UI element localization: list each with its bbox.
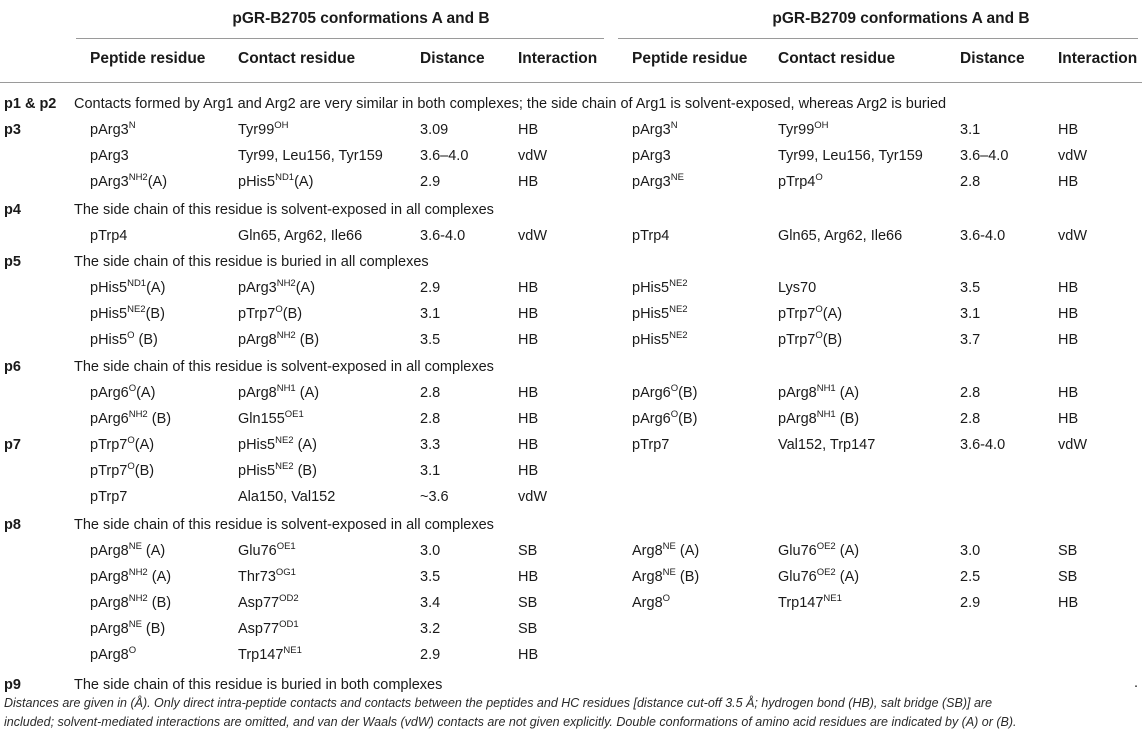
distance-cell: 2.9 bbox=[960, 595, 981, 611]
residue-name: Gln155 bbox=[238, 411, 285, 427]
residue-name: Gln65, Arg62, Ile66 bbox=[238, 228, 363, 244]
residue-name: pArg6 bbox=[90, 385, 129, 401]
contact-residue-cell bbox=[238, 120, 289, 142]
table-footnote bbox=[4, 694, 1136, 732]
peptide-residue-cell bbox=[90, 645, 136, 667]
atom-superscript: NH1 bbox=[816, 409, 836, 420]
atom-superscript: NE2 bbox=[669, 278, 688, 289]
residue-name: Trp147 bbox=[238, 647, 284, 663]
residue-name: pArg8 bbox=[90, 543, 129, 559]
peptide-residue-cell bbox=[90, 487, 127, 507]
distance-cell: 3.0 bbox=[960, 543, 981, 559]
contact-residue-cell bbox=[238, 567, 296, 589]
atom-superscript: NH2 bbox=[128, 172, 148, 183]
peptide-residue-cell bbox=[632, 146, 671, 166]
conformation-suffix: (B) bbox=[293, 463, 317, 479]
contact-residue-cell bbox=[238, 278, 315, 300]
residue-name: Glu76 bbox=[778, 543, 817, 559]
peptide-residue-cell bbox=[90, 409, 171, 431]
contact-residue-cell bbox=[778, 172, 823, 194]
atom-superscript: NE bbox=[662, 567, 676, 578]
residue-name: Thr73 bbox=[238, 569, 276, 585]
residue-name: pArg8 bbox=[90, 569, 129, 585]
atom-superscript: NE2 bbox=[127, 304, 146, 315]
atom-superscript: O bbox=[127, 435, 135, 446]
atom-superscript: NH2 bbox=[128, 593, 148, 604]
distance-cell: 3.1 bbox=[420, 306, 441, 322]
residue-name: pArg3 bbox=[632, 174, 671, 190]
contact-residue-cell bbox=[778, 541, 859, 563]
conformation-suffix: (A) bbox=[147, 174, 168, 190]
contact-residue-cell bbox=[238, 435, 317, 457]
atom-superscript: O bbox=[662, 593, 671, 604]
conformation-suffix: (B) bbox=[147, 595, 172, 611]
conformation-suffix: (A) bbox=[146, 280, 166, 296]
residue-name: pTrp7 bbox=[632, 437, 670, 453]
residue-name: Lys70 bbox=[778, 280, 817, 296]
residue-name: Tyr99 bbox=[778, 122, 815, 138]
conformation-suffix: (B) bbox=[295, 332, 320, 348]
contact-residue-cell bbox=[778, 146, 923, 166]
interaction-cell: vdW bbox=[518, 148, 547, 164]
residue-name: pArg8 bbox=[238, 385, 277, 401]
conformation-suffix: (A) bbox=[295, 280, 316, 296]
distance-cell: 3.6-4.0 bbox=[960, 437, 1006, 453]
interaction-cell: HB bbox=[518, 385, 539, 401]
conformation-suffix: (A) bbox=[822, 306, 843, 322]
residue-name: Gln65, Arg62, Ile66 bbox=[778, 228, 903, 244]
position-label: p4 bbox=[4, 202, 21, 218]
distance-cell: 2.9 bbox=[420, 647, 441, 663]
interaction-cell: SB bbox=[1058, 543, 1078, 559]
header-rule bbox=[0, 82, 1142, 83]
residue-name: pHis5 bbox=[632, 306, 670, 322]
position-label: p3 bbox=[4, 122, 21, 138]
peptide-residue-cell bbox=[90, 304, 165, 326]
contact-residue-cell bbox=[238, 330, 319, 352]
interaction-cell: vdW bbox=[1058, 148, 1087, 164]
conformation-suffix: (A) bbox=[835, 569, 860, 585]
interaction-cell: HB bbox=[518, 280, 539, 296]
distance-cell: 3.0 bbox=[420, 543, 441, 559]
col-header-interaction-2: Interaction bbox=[1058, 50, 1138, 67]
contact-residue-cell bbox=[778, 278, 816, 298]
atom-superscript: ND1 bbox=[127, 278, 147, 289]
residue-name: pArg6 bbox=[90, 411, 129, 427]
contact-residue-cell bbox=[238, 541, 296, 563]
residue-name: Arg8 bbox=[632, 569, 663, 585]
residue-name: pTrp7 bbox=[90, 489, 128, 505]
conformation-suffix: (B) bbox=[822, 332, 843, 348]
peptide-residue-cell bbox=[632, 278, 688, 300]
peptide-residue-cell bbox=[632, 304, 688, 326]
atom-superscript: OD1 bbox=[279, 619, 299, 630]
residue-name: pTrp7 bbox=[90, 463, 128, 479]
atom-superscript: NE bbox=[662, 541, 676, 552]
peptide-residue-cell bbox=[90, 593, 171, 615]
distance-cell: 3.5 bbox=[420, 332, 441, 348]
peptide-residue-cell bbox=[90, 461, 154, 483]
interaction-cell: vdW bbox=[518, 228, 547, 244]
residue-name: pArg8 bbox=[778, 411, 817, 427]
atom-superscript: NH2 bbox=[128, 567, 148, 578]
trailing-mark: . bbox=[1134, 675, 1139, 691]
conformation-suffix: (A) bbox=[835, 385, 860, 401]
atom-superscript: OE2 bbox=[816, 541, 836, 552]
conformation-suffix: (B) bbox=[145, 306, 165, 322]
peptide-residue-cell bbox=[90, 541, 165, 563]
interaction-cell: HB bbox=[518, 463, 539, 479]
group-underline-b2705 bbox=[76, 38, 604, 39]
residue-name: pArg3 bbox=[238, 280, 277, 296]
atom-superscript: NE bbox=[670, 172, 684, 183]
col-header-interaction: Interaction bbox=[518, 50, 598, 67]
residue-name: Tyr99, Leu156, Tyr159 bbox=[778, 148, 923, 164]
residue-name: pTrp4 bbox=[632, 228, 670, 244]
note-p9: The side chain of this residue is buried in both complexes bbox=[74, 677, 443, 693]
residue-name: Tyr99, Leu156, Tyr159 bbox=[238, 148, 383, 164]
residue-name: pTrp7 bbox=[238, 306, 276, 322]
col-header-distance: Distance bbox=[420, 50, 485, 67]
atom-superscript: OE1 bbox=[276, 541, 296, 552]
interaction-cell: HB bbox=[518, 411, 539, 427]
contact-residue-cell bbox=[778, 226, 902, 246]
conformation-suffix: (B) bbox=[282, 306, 303, 322]
interaction-cell: HB bbox=[1058, 385, 1079, 401]
group-title-b2709: pGR-B2709 conformations A and B bbox=[772, 10, 1030, 27]
distance-cell: 2.5 bbox=[960, 569, 981, 585]
residue-name: pArg8 bbox=[238, 332, 277, 348]
conformation-suffix: (B) bbox=[141, 621, 166, 637]
note-p4: The side chain of this residue is solvent-exposed in all complexes bbox=[74, 202, 494, 218]
residue-name: Trp147 bbox=[778, 595, 824, 611]
peptide-residue-cell bbox=[90, 278, 165, 300]
interaction-cell: HB bbox=[1058, 122, 1079, 138]
group-underline-b2709 bbox=[618, 38, 1138, 39]
distance-cell: 3.6–4.0 bbox=[960, 148, 1009, 164]
atom-superscript: O bbox=[127, 461, 135, 472]
distance-cell: 3.6–4.0 bbox=[420, 148, 469, 164]
conformation-suffix: (A) bbox=[294, 174, 314, 190]
contact-residue-cell bbox=[238, 645, 302, 667]
interaction-cell: HB bbox=[518, 647, 539, 663]
peptide-residue-cell bbox=[632, 567, 699, 589]
residue-name: pTrp7 bbox=[778, 332, 816, 348]
residue-name: pArg3 bbox=[632, 148, 671, 164]
contact-residue-cell bbox=[238, 172, 313, 194]
atom-superscript: NE1 bbox=[823, 593, 842, 604]
conformation-suffix: (A) bbox=[147, 569, 172, 585]
atom-superscript: OE1 bbox=[284, 409, 304, 420]
atom-superscript: NH2 bbox=[128, 409, 148, 420]
contact-residue-cell bbox=[778, 593, 842, 615]
atom-superscript: O bbox=[127, 330, 135, 341]
atom-superscript: O bbox=[815, 304, 823, 315]
note-p8: The side chain of this residue is solvent-exposed in all complexes bbox=[74, 517, 494, 533]
distance-cell: 3.6-4.0 bbox=[420, 228, 466, 244]
interaction-cell: vdW bbox=[518, 489, 547, 505]
residue-name: Val152, Trp147 bbox=[778, 437, 876, 453]
peptide-residue-cell bbox=[632, 593, 670, 615]
residue-name: pHis5 bbox=[90, 332, 128, 348]
residue-name: Asp77 bbox=[238, 595, 280, 611]
interaction-cell: SB bbox=[518, 543, 538, 559]
atom-superscript: OE2 bbox=[816, 567, 836, 578]
residue-name: pArg3 bbox=[90, 148, 129, 164]
contact-residue-cell bbox=[238, 593, 299, 615]
distance-cell: 2.8 bbox=[420, 411, 441, 427]
peptide-residue-cell bbox=[90, 619, 165, 641]
contact-residue-cell bbox=[238, 304, 302, 326]
contact-residue-cell bbox=[778, 304, 842, 326]
contact-residue-cell bbox=[238, 487, 335, 507]
distance-cell: 3.2 bbox=[420, 621, 441, 637]
residue-name: pTrp4 bbox=[778, 174, 816, 190]
atom-superscript: O bbox=[815, 330, 823, 341]
conformation-suffix: (B) bbox=[134, 463, 155, 479]
interaction-cell: HB bbox=[1058, 280, 1079, 296]
distance-cell: 2.8 bbox=[960, 411, 981, 427]
contact-residue-cell bbox=[238, 146, 383, 166]
residue-name: Arg8 bbox=[632, 595, 663, 611]
position-label: p5 bbox=[4, 254, 21, 270]
note-p6: The side chain of this residue is solvent-exposed in all complexes bbox=[74, 359, 494, 375]
interaction-cell: HB bbox=[518, 174, 539, 190]
interaction-cell: HB bbox=[1058, 174, 1079, 190]
interaction-cell: HB bbox=[1058, 595, 1079, 611]
atom-superscript: NE2 bbox=[275, 461, 294, 472]
contact-residue-cell bbox=[778, 435, 875, 455]
distance-cell: 2.9 bbox=[420, 280, 441, 296]
conformation-suffix: (A) bbox=[136, 385, 156, 401]
distance-cell: ~3.6 bbox=[420, 489, 449, 505]
footnote-line-2: included; solvent-mediated interactions are omitted, and van der Waals (vdW) contacts are not given explicitly. Double conformations of amino acid residues are indicated by (A) or (B). bbox=[4, 715, 1017, 729]
residue-name: pHis5 bbox=[238, 174, 276, 190]
interaction-cell: HB bbox=[518, 306, 539, 322]
residue-name: Ala150, Val152 bbox=[238, 489, 336, 505]
atom-superscript: NE1 bbox=[283, 645, 302, 656]
peptide-residue-cell bbox=[90, 172, 167, 194]
conformation-suffix: (B) bbox=[134, 332, 158, 348]
atom-superscript: NE bbox=[128, 541, 142, 552]
atom-superscript: OG1 bbox=[275, 567, 296, 578]
peptide-residue-cell bbox=[632, 120, 678, 142]
atom-superscript: NH1 bbox=[276, 383, 296, 394]
peptide-residue-cell bbox=[632, 435, 669, 455]
distance-cell: 2.8 bbox=[960, 174, 981, 190]
atom-superscript: NE2 bbox=[669, 304, 688, 315]
distance-cell: 2.8 bbox=[960, 385, 981, 401]
interaction-cell: HB bbox=[518, 122, 539, 138]
peptide-residue-cell bbox=[90, 120, 136, 142]
col-header-peptide-residue-2: Peptide residue bbox=[632, 50, 748, 67]
contact-residue-cell bbox=[238, 461, 317, 483]
atom-superscript: OH bbox=[814, 120, 829, 131]
interaction-cell: vdW bbox=[1058, 437, 1087, 453]
contact-residue-cell bbox=[778, 567, 859, 589]
group-title-b2705: pGR-B2705 conformations A and B bbox=[232, 10, 490, 27]
atom-superscript: O bbox=[128, 383, 137, 394]
footnote-line-1: Distances are given in (Å). Only direct intra-peptide contacts and contacts between the peptides and HC residues [distance cut-off 3.5 Å; hydrogen bond (HB), salt bridge (SB)] are bbox=[4, 696, 993, 710]
residue-name: pArg3 bbox=[632, 122, 671, 138]
distance-cell: 3.4 bbox=[420, 595, 441, 611]
conformation-suffix: (A) bbox=[141, 543, 166, 559]
contact-residue-cell bbox=[238, 226, 362, 246]
conformation-suffix: (A) bbox=[835, 543, 860, 559]
atom-superscript: NH2 bbox=[276, 278, 296, 289]
conformation-suffix: (B) bbox=[678, 411, 698, 427]
interaction-cell: SB bbox=[1058, 569, 1078, 585]
peptide-residue-cell bbox=[632, 330, 688, 352]
residue-name: pHis5 bbox=[90, 280, 128, 296]
residue-name: Arg8 bbox=[632, 543, 663, 559]
peptide-residue-cell bbox=[632, 172, 684, 194]
residue-name: pTrp7 bbox=[90, 437, 128, 453]
interaction-cell: HB bbox=[518, 437, 539, 453]
note-p1-p2: Contacts formed by Arg1 and Arg2 are very similar in both complexes; the side chain of Arg1 is solvent-exposed, whereas Arg2 is buried bbox=[74, 96, 947, 112]
residue-name: pArg3 bbox=[90, 122, 129, 138]
distance-cell: 2.8 bbox=[420, 385, 441, 401]
interaction-cell: vdW bbox=[1058, 228, 1087, 244]
residue-name: Asp77 bbox=[238, 621, 280, 637]
atom-superscript: O bbox=[275, 304, 283, 315]
residue-name: pHis5 bbox=[632, 280, 670, 296]
residue-name: pArg6 bbox=[632, 411, 671, 427]
atom-superscript: NE2 bbox=[669, 330, 688, 341]
peptide-residue-cell bbox=[90, 567, 171, 589]
peptide-residue-cell bbox=[632, 383, 697, 405]
residue-name: pHis5 bbox=[632, 332, 670, 348]
conformation-suffix: (B) bbox=[835, 411, 860, 427]
atom-superscript: NH2 bbox=[276, 330, 296, 341]
distance-cell: 3.09 bbox=[420, 122, 449, 138]
atom-superscript: N bbox=[670, 120, 678, 131]
position-label: p8 bbox=[4, 517, 21, 533]
contact-residue-cell bbox=[778, 409, 859, 431]
conformation-suffix: (A) bbox=[293, 437, 317, 453]
conformation-suffix: (B) bbox=[147, 411, 172, 427]
col-header-contact-residue: Contact residue bbox=[238, 50, 356, 67]
peptide-residue-cell bbox=[90, 226, 127, 246]
col-header-peptide-residue: Peptide residue bbox=[90, 50, 206, 67]
interaction-cell: SB bbox=[518, 621, 538, 637]
position-label: p6 bbox=[4, 359, 21, 375]
atom-superscript: OD2 bbox=[279, 593, 299, 604]
residue-name: pArg8 bbox=[90, 621, 129, 637]
distance-cell: 3.5 bbox=[960, 280, 981, 296]
distance-cell: 3.3 bbox=[420, 437, 441, 453]
contact-residue-cell bbox=[778, 120, 829, 142]
conformation-suffix: (A) bbox=[134, 437, 155, 453]
position-label: p7 bbox=[4, 437, 21, 453]
interaction-cell: HB bbox=[1058, 306, 1079, 322]
residue-name: pTrp7 bbox=[778, 306, 816, 322]
interaction-cell: HB bbox=[518, 569, 539, 585]
peptide-residue-cell bbox=[632, 226, 669, 246]
distance-cell: 2.9 bbox=[420, 174, 441, 190]
contact-residue-cell bbox=[778, 383, 859, 405]
distance-cell: 3.5 bbox=[420, 569, 441, 585]
interaction-cell: HB bbox=[1058, 411, 1079, 427]
distance-cell: 3.1 bbox=[420, 463, 441, 479]
distance-cell: 3.1 bbox=[960, 306, 981, 322]
distance-cell: 3.6-4.0 bbox=[960, 228, 1006, 244]
interaction-cell: SB bbox=[518, 595, 538, 611]
atom-superscript: NE2 bbox=[275, 435, 294, 446]
conformation-suffix: (B) bbox=[678, 385, 698, 401]
contact-residue-cell bbox=[238, 619, 299, 641]
residue-name: pArg6 bbox=[632, 385, 671, 401]
atom-superscript: O bbox=[670, 383, 679, 394]
atom-superscript: N bbox=[128, 120, 136, 131]
distance-cell: 3.7 bbox=[960, 332, 981, 348]
conformation-suffix: (A) bbox=[675, 543, 700, 559]
residue-name: pHis5 bbox=[238, 463, 276, 479]
peptide-residue-cell bbox=[90, 435, 154, 457]
residue-name: Glu76 bbox=[238, 543, 277, 559]
atom-superscript: O bbox=[128, 645, 137, 656]
distance-cell: 3.1 bbox=[960, 122, 981, 138]
peptide-residue-cell bbox=[632, 409, 697, 431]
peptide-residue-cell bbox=[90, 146, 129, 166]
note-p5: The side chain of this residue is buried in all complexes bbox=[74, 254, 429, 270]
residue-name: Glu76 bbox=[778, 569, 817, 585]
conformation-suffix: (B) bbox=[675, 569, 700, 585]
position-label: p1 & p2 bbox=[4, 96, 57, 112]
residue-name: pArg8 bbox=[90, 647, 129, 663]
conformation-suffix: (A) bbox=[295, 385, 320, 401]
position-label: p9 bbox=[4, 677, 21, 693]
atom-superscript: ND1 bbox=[275, 172, 295, 183]
col-header-contact-residue-2: Contact residue bbox=[778, 50, 896, 67]
interaction-cell: HB bbox=[1058, 332, 1079, 348]
peptide-residue-cell bbox=[90, 383, 155, 405]
residue-name: pHis5 bbox=[238, 437, 276, 453]
col-header-distance-2: Distance bbox=[960, 50, 1025, 67]
contact-residue-cell bbox=[238, 409, 304, 431]
peptide-residue-cell bbox=[632, 541, 699, 563]
residue-name: pArg3 bbox=[90, 174, 129, 190]
atom-superscript: OH bbox=[274, 120, 289, 131]
residue-name: pArg8 bbox=[90, 595, 129, 611]
residue-name: Tyr99 bbox=[238, 122, 275, 138]
atom-superscript: O bbox=[815, 172, 823, 183]
atom-superscript: NH1 bbox=[816, 383, 836, 394]
contact-residue-cell bbox=[238, 383, 319, 405]
peptide-residue-cell bbox=[90, 330, 158, 352]
residue-name: pArg8 bbox=[778, 385, 817, 401]
atom-superscript: O bbox=[670, 409, 679, 420]
contact-residue-cell bbox=[778, 330, 842, 352]
residue-name: pTrp4 bbox=[90, 228, 128, 244]
interaction-cell: HB bbox=[518, 332, 539, 348]
residue-name: pHis5 bbox=[90, 306, 128, 322]
atom-superscript: NE bbox=[128, 619, 142, 630]
